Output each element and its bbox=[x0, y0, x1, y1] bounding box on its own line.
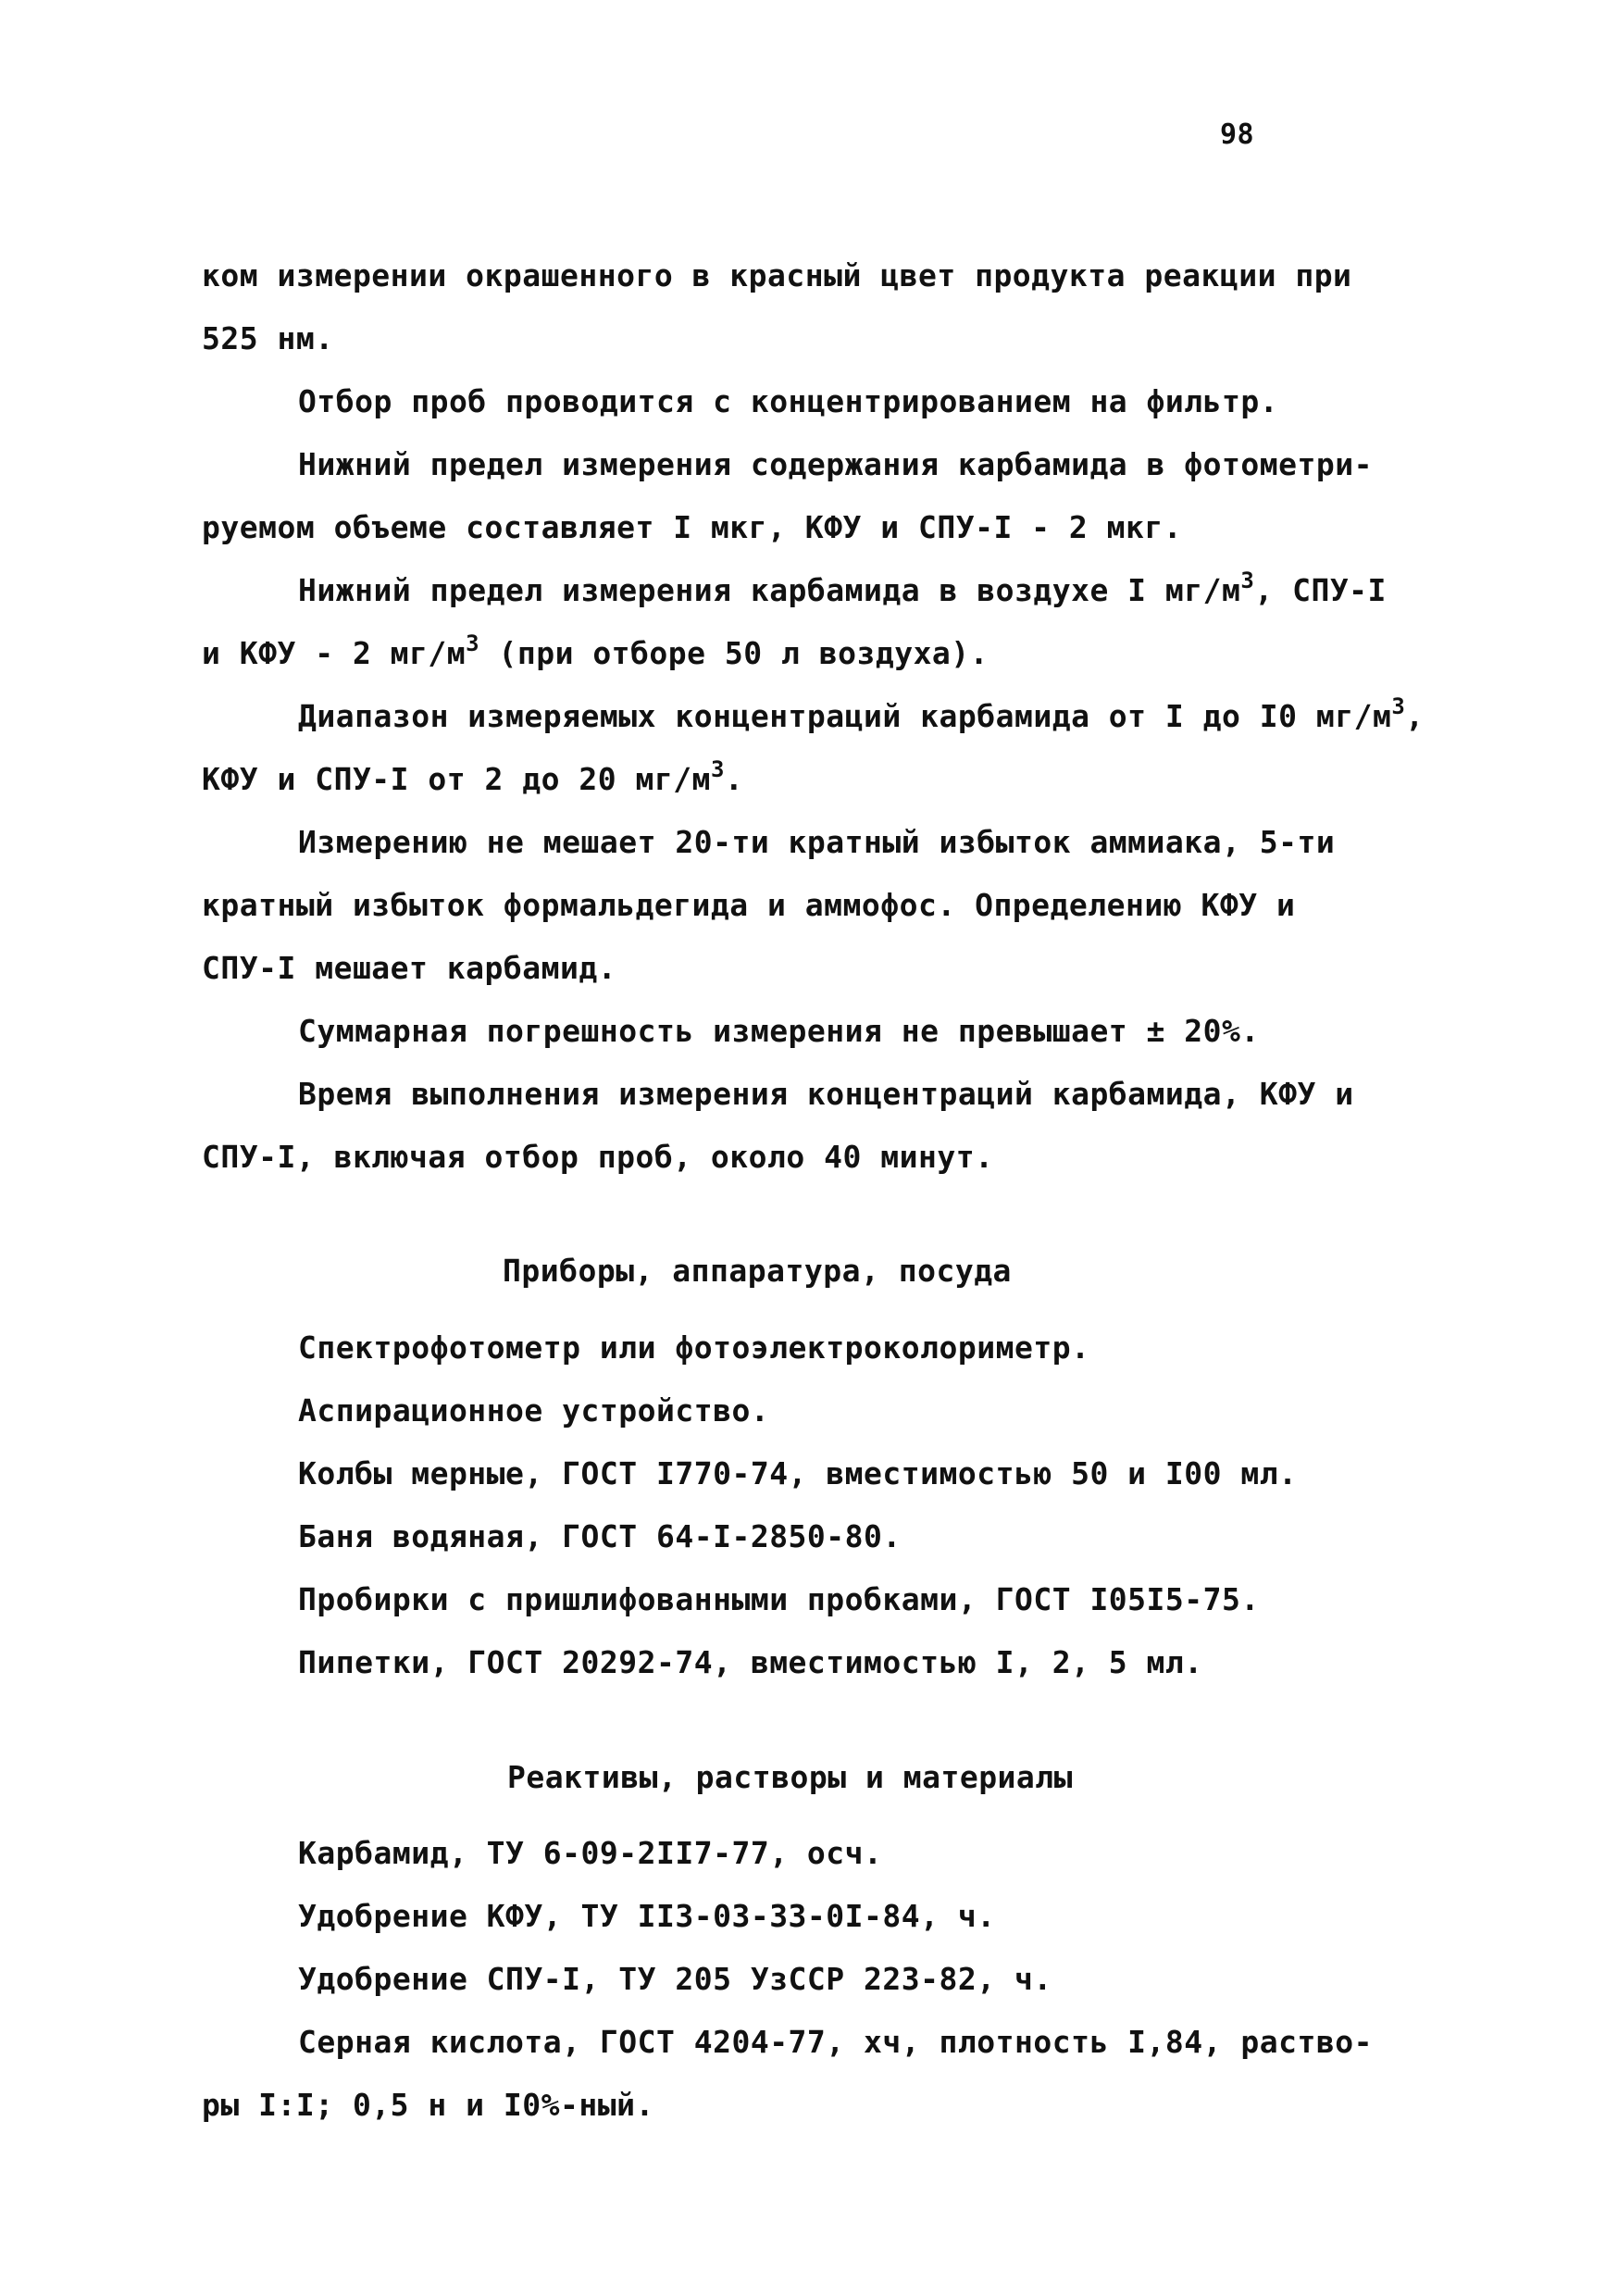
paragraph-line: Суммарная погрешность измерения не превышает ± 20%. bbox=[298, 1013, 1260, 1049]
paragraph-line: 525 нм. bbox=[202, 320, 334, 356]
paragraph-line: Измерению не мешает 20-ти кратный избыток аммиака, 5-ти bbox=[298, 824, 1336, 860]
list-item: Баня водяная, ГОСТ 64-I-2850-80. bbox=[298, 1518, 902, 1554]
paragraph-line bbox=[298, 568, 1387, 609]
paragraph-line: СПУ-I мешает карбамид. bbox=[202, 950, 617, 986]
text-segment: и КФУ - 2 мг/м bbox=[202, 635, 467, 671]
paragraph-line: Отбор проб проводится с концентрированием на фильтр. bbox=[298, 383, 1279, 419]
list-item: Удобрение СПУ-I, ТУ 205 УзССР 223-82, ч. bbox=[298, 1961, 1052, 1997]
text-segment: КФУ и СПУ-I от 2 до 20 мг/м bbox=[202, 761, 711, 797]
paragraph-line: СПУ-I, включая отбор проб, около 40 минут. bbox=[202, 1139, 994, 1175]
list-item: Серная кислота, ГОСТ 4204-77, хч, плотность I,84, раство- bbox=[298, 2024, 1373, 2060]
paragraph-line bbox=[202, 630, 989, 672]
text-segment: , bbox=[1405, 698, 1425, 734]
list-item: Удобрение КФУ, ТУ II3-03-33-0I-84, ч. bbox=[298, 1898, 996, 1934]
text-segment: (при отборе 50 л воздуха). bbox=[479, 635, 989, 671]
text-segment: . bbox=[724, 761, 744, 797]
paragraph-line: Время выполнения измерения концентраций карбамида, КФУ и bbox=[298, 1076, 1354, 1112]
paragraph-line bbox=[202, 756, 744, 798]
section-heading: Приборы, аппаратура, посуда bbox=[503, 1253, 1012, 1289]
paragraph-line bbox=[298, 693, 1425, 735]
list-item: Спектрофотометр или фотоэлектроколориметр. bbox=[298, 1329, 1090, 1366]
superscript: 3 bbox=[466, 630, 480, 656]
text-segment: Диапазон измеряемых концентраций карбамида от I до I0 мг/м bbox=[298, 698, 1392, 734]
list-item: Пипетки, ГОСТ 20292-74, вместимостью I, 2, 5 мл. bbox=[298, 1644, 1203, 1680]
text-segment: , СПУ-I bbox=[1254, 572, 1387, 608]
paragraph-line: кратный избыток формальдегида и аммофос. Определению КФУ и bbox=[202, 887, 1296, 923]
list-item: Карбамид, ТУ 6-09-2II7-77, осч. bbox=[298, 1835, 883, 1871]
superscript: 3 bbox=[710, 756, 725, 782]
list-item: Аспирационное устройство. bbox=[298, 1392, 770, 1429]
paragraph-line: Нижний предел измерения содержания карбамида в фотометри- bbox=[298, 446, 1373, 482]
paragraph-line: руемом объеме составляет I мкг, КФУ и СПУ-I - 2 мкг. bbox=[202, 509, 1183, 545]
paragraph-line: ком измерении окрашенного в красный цвет продукта реакции при bbox=[202, 257, 1352, 293]
superscript: 3 bbox=[1391, 693, 1406, 719]
page-number: 98 bbox=[1220, 119, 1255, 151]
list-item: Колбы мерные, ГОСТ I770-74, вместимостью 50 и I00 мл. bbox=[298, 1455, 1298, 1491]
list-item: ры I:I; 0,5 н и I0%-ный. bbox=[202, 2087, 654, 2123]
text-segment: Нижний предел измерения карбамида в воздухе I мг/м bbox=[298, 572, 1241, 608]
superscript: 3 bbox=[1240, 568, 1255, 593]
list-item: Пробирки с пришлифованными пробками, ГОСТ I05I5-75. bbox=[298, 1581, 1260, 1617]
section-heading: Реактивы, растворы и материалы bbox=[507, 1759, 1074, 1795]
